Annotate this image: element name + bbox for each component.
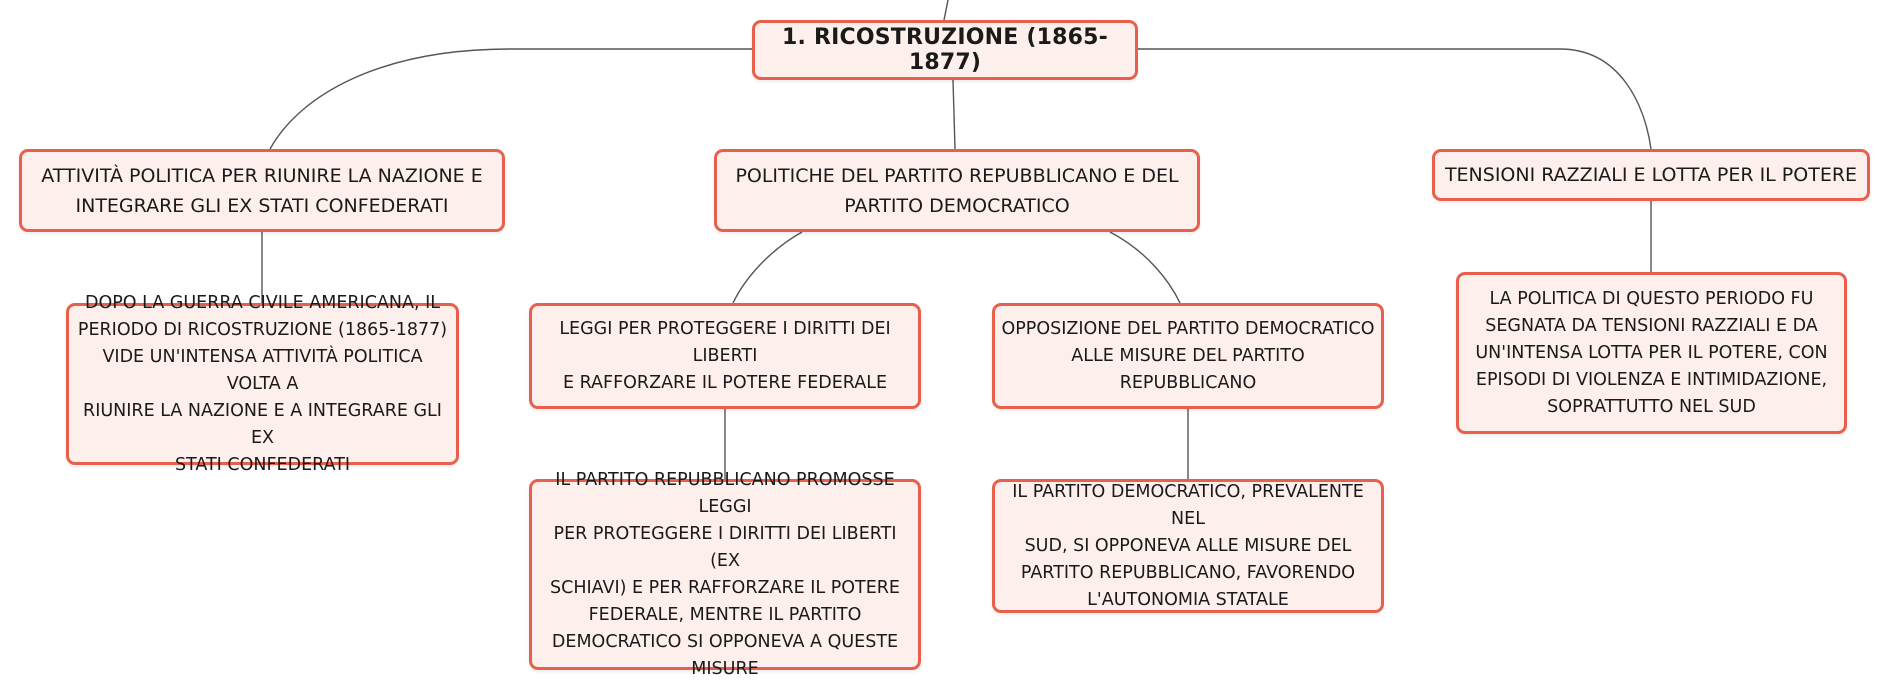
branch-node-racial-tensions[interactable] [1432, 149, 1870, 201]
detail-node-republican-laws[interactable] [529, 469, 921, 679]
detail-node-democratic-south[interactable] [992, 479, 1384, 613]
root-node-label: 1. RICOSTRUZIONE (1865-1877) [782, 25, 1108, 75]
branch-node-label: TENSIONI RAZZIALI E LOTTA PER IL POTERE [1444, 164, 1858, 186]
subtopic-node-label: OPPOSIZIONE DEL PARTITO DEMOCRATICO ALLE MISURE DEL PARTITO REPUBBLICANO [1001, 318, 1375, 393]
root-node[interactable] [752, 20, 1138, 80]
branch-node-political-activity[interactable] [19, 149, 505, 232]
connector-root-up [944, 0, 948, 20]
detail-node-label: LA POLITICA DI QUESTO PERIODO FU SEGNATA DA TENSIONI RAZZIALI E DA UN'INTENSA LOTTA PER IL POTERE, CON EPISODI DI VIOLENZA E INTIMIDAZIONE, SOPRATTUTTO NEL SUD [1475, 288, 1828, 417]
connector-root-branch-2 [953, 80, 955, 149]
connector-root-branch-3 [1138, 49, 1651, 149]
branch-node-label: POLITICHE DEL PARTITO REPUBBLICANO E DEL PARTITO DEMOCRATICO [735, 164, 1179, 217]
subtopic-node-freedmen-laws[interactable] [529, 303, 921, 409]
connector-branch-2-child-1 [733, 232, 802, 303]
detail-node-label: IL PARTITO REPUBBLICANO PROMOSSE LEGGI PER PROTEGGERE I DIRITTI DEI LIBERTI (EX SCHIAVI) E PER RAFFORZARE IL POTERE FEDERALE, MENTRE IL PARTITO DEMOCRATICO SI OPPONEVA A QUESTE MISURE [550, 469, 900, 679]
detail-node-label: IL PARTITO DEMOCRATICO, PREVALENTE NEL SUD, SI OPPONEVA ALLE MISURE DEL PARTITO REPUBBLICANO, FAVORENDO L'AUTONOMIA STATALE [1012, 481, 1364, 610]
detail-node-racial-violence[interactable] [1456, 272, 1847, 434]
detail-node-label: DOPO LA GUERRA CIVILE AMERICANA, IL PERIODO DI RICOSTRUZIONE (1865-1877) VIDE UN'INTENSA ATTIVITÀ POLITICA VOLTA A RIUNIRE LA NAZIONE E A INTEGRARE GLI EX STATI CONFEDERATI [77, 292, 448, 475]
connector-root-branch-1 [270, 49, 752, 149]
subtopic-node-label: LEGGI PER PROTEGGERE I DIRITTI DEI LIBERTI E RAFFORZARE IL POTERE FEDERALE [559, 318, 891, 393]
detail-node-reconstruction[interactable] [66, 292, 459, 475]
branch-node-label: ATTIVITÀ POLITICA PER RIUNIRE LA NAZIONE E INTEGRARE GLI EX STATI CONFEDERATI [41, 164, 483, 217]
subtopic-node-democratic-opposition[interactable] [992, 303, 1384, 409]
connector-branch-2-child-2 [1110, 232, 1180, 303]
branch-node-party-policies[interactable] [714, 149, 1200, 232]
